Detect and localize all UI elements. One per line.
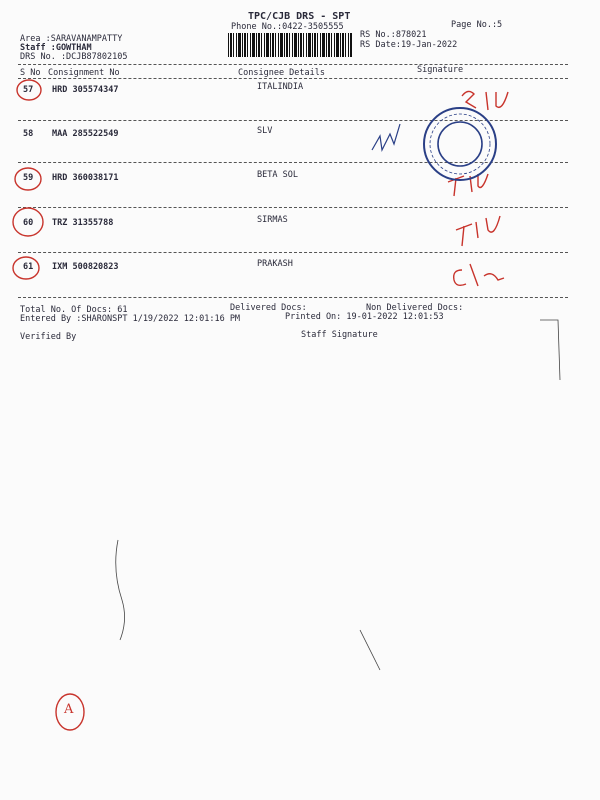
entered-by: Entered By :SHARONSPT 1/19/2022 12:01:16 PM — [20, 314, 241, 324]
stray-mark — [360, 630, 380, 670]
drs-number: DRS No. :DCJB87802105 — [20, 52, 128, 62]
verified-by: Verified By — [20, 332, 77, 342]
staff-label: Staff :GOWTHAM — [20, 43, 92, 53]
row-sno: 59 — [23, 173, 34, 183]
document-title: TPC/CJB DRS - SPT — [248, 11, 351, 22]
row-consignee: SLV — [257, 126, 273, 136]
row-sno: 57 — [23, 85, 34, 95]
area-label: Area :SARAVANAMPATTY — [20, 34, 123, 44]
staff-signature: Staff Signature — [301, 330, 378, 340]
signature-stroke — [372, 124, 400, 150]
col-consignee: Consignee Details — [238, 68, 325, 78]
rs-number: RS No.:878021 — [360, 30, 427, 40]
phone-number: Phone No.:0422-3505555 — [231, 22, 344, 32]
row-sno: 60 — [23, 218, 34, 228]
col-consignment: Consignment No — [48, 68, 120, 78]
company-seal — [420, 104, 500, 184]
corner-annotation: A — [64, 702, 74, 717]
row-consignee: ITALINDIA — [257, 82, 304, 92]
row-consignee: PRAKASH — [257, 259, 293, 269]
delivered-docs: Delivered Docs: — [230, 303, 307, 313]
rs-date: RS Date:19-Jan-2022 — [360, 40, 458, 50]
row-consignment: IXM 500820823 — [52, 262, 119, 272]
row-sno: 61 — [23, 262, 34, 272]
row-consignment: HRD 305574347 — [52, 85, 119, 95]
col-signature: Signature — [417, 65, 464, 75]
page-number: Page No.:5 — [451, 20, 503, 30]
printed-on: Printed On: 19-01-2022 12:01:53 — [285, 312, 444, 322]
row-consignment: HRD 360038171 — [52, 173, 119, 183]
row-circle-mark — [15, 168, 41, 190]
row-consignee: BETA SOL — [257, 170, 298, 180]
row-circle-mark — [13, 257, 39, 279]
row-circle-mark — [17, 80, 41, 100]
stray-mark — [540, 320, 560, 380]
non-delivered-docs: Non Delivered Docs: — [366, 303, 464, 313]
row-consignment: TRZ 31355788 — [52, 218, 114, 228]
stray-mark — [116, 540, 125, 640]
row-sno: 58 — [23, 129, 34, 139]
col-sno: S No — [20, 68, 41, 78]
row-circle-mark — [13, 208, 43, 236]
total-docs: Total No. Of Docs: 61 — [20, 305, 128, 315]
row-consignment: MAA 285522549 — [52, 129, 119, 139]
row-consignee: SIRMAS — [257, 215, 288, 225]
